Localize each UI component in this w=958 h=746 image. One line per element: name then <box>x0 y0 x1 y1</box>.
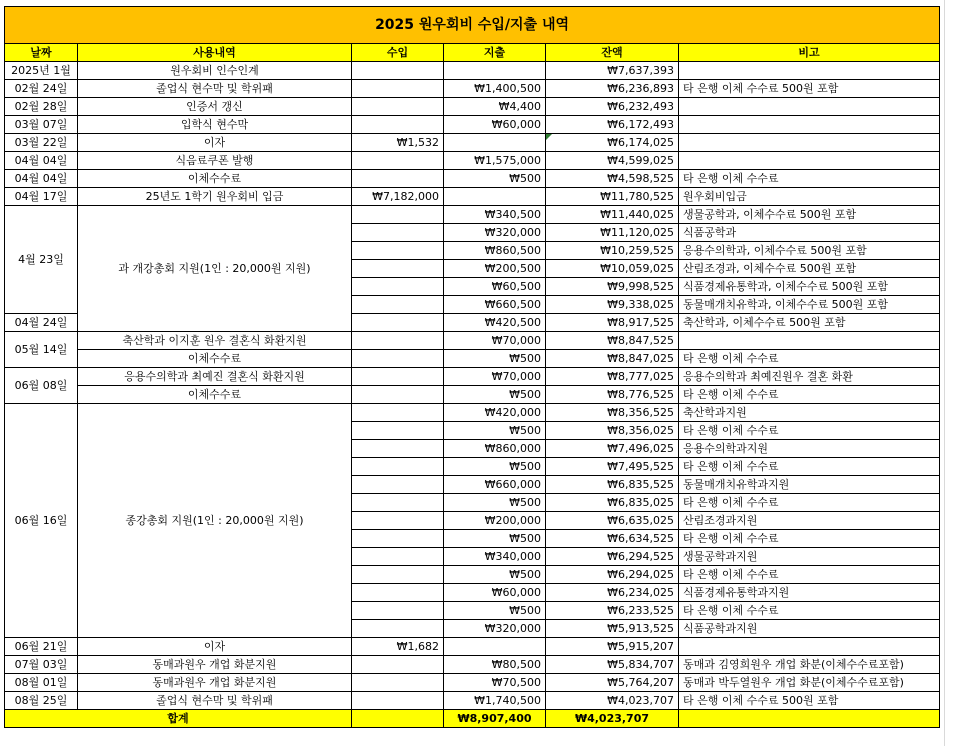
expense-cell[interactable]: ₩500 <box>444 494 546 512</box>
table-row <box>5 656 940 674</box>
table-row <box>5 350 940 368</box>
gridline <box>944 0 945 746</box>
note-cell[interactable]: 타 은행 이체 수수료 <box>679 350 940 368</box>
income-cell[interactable] <box>352 512 444 530</box>
income-cell[interactable] <box>352 152 444 170</box>
note-cell[interactable]: 타 은행 이체 수수료 500원 포함 <box>679 692 940 710</box>
income-cell[interactable] <box>352 206 444 224</box>
note-cell[interactable] <box>679 62 940 80</box>
expense-cell[interactable] <box>444 134 546 152</box>
income-cell[interactable]: ₩1,682 <box>352 638 444 656</box>
date-cell[interactable]: 08월 25일 <box>5 692 78 710</box>
expense-cell[interactable]: ₩60,000 <box>444 116 546 134</box>
balance-cell[interactable]: ₩6,635,025 <box>546 512 679 530</box>
expense-cell[interactable]: ₩1,740,500 <box>444 692 546 710</box>
balance-cell[interactable]: ₩5,834,707 <box>546 656 679 674</box>
income-cell[interactable] <box>352 494 444 512</box>
balance-cell[interactable]: ₩6,236,893 <box>546 80 679 98</box>
income-cell[interactable] <box>352 404 444 422</box>
expense-cell[interactable]: ₩500 <box>444 602 546 620</box>
table-row <box>5 638 940 656</box>
note-cell[interactable]: 식품공학과지원 <box>679 620 940 638</box>
table-row <box>5 206 940 224</box>
income-cell[interactable] <box>352 170 444 188</box>
income-cell[interactable] <box>352 368 444 386</box>
note-cell[interactable]: 응용수의학과, 이체수수료 500원 포함 <box>679 242 940 260</box>
income-cell[interactable] <box>352 566 444 584</box>
balance-cell[interactable]: ₩6,294,025 <box>546 566 679 584</box>
income-cell[interactable]: ₩7,182,000 <box>352 188 444 206</box>
total-note-cell[interactable] <box>679 710 940 728</box>
expense-cell[interactable]: ₩660,500 <box>444 296 546 314</box>
note-cell[interactable]: 타 은행 이체 수수료 <box>679 422 940 440</box>
date-cell[interactable]: 04월 24일 <box>5 314 78 332</box>
income-cell[interactable]: ₩1,532 <box>352 134 444 152</box>
description-cell[interactable]: 25년도 1학기 원우회비 입금 <box>78 188 352 206</box>
description-cell[interactable]: 이자 <box>78 134 352 152</box>
balance-cell[interactable]: ₩4,598,525 <box>546 170 679 188</box>
income-cell[interactable] <box>352 98 444 116</box>
date-cell[interactable]: 04월 17일 <box>5 188 78 206</box>
expense-cell[interactable]: ₩500 <box>444 350 546 368</box>
note-cell[interactable] <box>679 116 940 134</box>
expense-cell[interactable]: ₩80,500 <box>444 656 546 674</box>
description-cell[interactable]: 식음료쿠폰 발행 <box>78 152 352 170</box>
balance-cell[interactable]: ₩7,496,025 <box>546 440 679 458</box>
date-cell[interactable]: 06월 21일 <box>5 638 78 656</box>
balance-cell[interactable]: ₩8,356,525 <box>546 404 679 422</box>
date-cell[interactable]: 4월 23일 <box>5 206 78 314</box>
income-cell[interactable] <box>352 620 444 638</box>
balance-cell[interactable]: ₩5,915,207 <box>546 638 679 656</box>
note-cell[interactable]: 식품경제유통학과지원 <box>679 584 940 602</box>
expense-cell[interactable]: ₩340,000 <box>444 548 546 566</box>
balance-cell[interactable]: ₩6,232,493 <box>546 98 679 116</box>
note-cell[interactable]: 동물매개치유학과지원 <box>679 476 940 494</box>
table-row <box>5 674 940 692</box>
total-balance[interactable]: ₩4,023,707 <box>546 710 679 728</box>
note-cell[interactable]: 생물공학과지원 <box>679 548 940 566</box>
note-cell[interactable]: 타 은행 이체 수수료 <box>679 386 940 404</box>
balance-cell[interactable]: ₩8,777,025 <box>546 368 679 386</box>
note-cell[interactable]: 타 은행 이체 수수료 <box>679 602 940 620</box>
description-cell[interactable]: 과 개강총회 지원(1인 : 20,000원 지원) <box>78 206 352 332</box>
income-cell[interactable] <box>352 116 444 134</box>
date-cell[interactable]: 02월 24일 <box>5 80 78 98</box>
balance-cell[interactable]: ₩6,174,025 <box>546 134 679 152</box>
expense-cell[interactable]: ₩500 <box>444 170 546 188</box>
expense-cell[interactable]: ₩200,500 <box>444 260 546 278</box>
expense-cell[interactable]: ₩60,500 <box>444 278 546 296</box>
income-cell[interactable] <box>352 386 444 404</box>
date-cell[interactable]: 03월 22일 <box>5 134 78 152</box>
balance-cell[interactable]: ₩8,917,525 <box>546 314 679 332</box>
balance-cell[interactable]: ₩5,764,207 <box>546 674 679 692</box>
table-row <box>5 692 940 710</box>
income-cell[interactable] <box>352 674 444 692</box>
note-cell[interactable]: 산림조경과, 이체수수료 500원 포함 <box>679 260 940 278</box>
balance-cell[interactable]: ₩6,172,493 <box>546 116 679 134</box>
table-row <box>5 62 940 80</box>
note-cell[interactable] <box>679 638 940 656</box>
note-cell[interactable] <box>679 332 940 350</box>
note-cell[interactable]: 타 은행 이체 수수료 500원 포함 <box>679 80 940 98</box>
income-cell[interactable] <box>352 530 444 548</box>
note-cell[interactable]: 식품공학과 <box>679 224 940 242</box>
description-cell[interactable]: 이체수수료 <box>78 350 352 368</box>
income-cell[interactable] <box>352 260 444 278</box>
note-cell[interactable]: 원우회비입금 <box>679 188 940 206</box>
expense-cell[interactable]: ₩860,000 <box>444 440 546 458</box>
expense-cell[interactable]: ₩420,500 <box>444 314 546 332</box>
total-row <box>5 710 940 728</box>
income-cell[interactable] <box>352 314 444 332</box>
expense-cell[interactable]: ₩1,400,500 <box>444 80 546 98</box>
date-cell[interactable]: 05월 14일 <box>5 332 78 368</box>
table-row <box>5 188 940 206</box>
balance-cell[interactable]: ₩6,634,525 <box>546 530 679 548</box>
expense-cell[interactable] <box>444 62 546 80</box>
balance-cell[interactable]: ₩4,023,707 <box>546 692 679 710</box>
expense-cell[interactable]: ₩70,000 <box>444 332 546 350</box>
income-cell[interactable] <box>352 296 444 314</box>
note-cell[interactable]: 응용수의학과 최예진원우 결혼 화환 <box>679 368 940 386</box>
date-cell[interactable]: 06월 16일 <box>5 404 78 638</box>
header-income[interactable]: 수입 <box>352 44 444 62</box>
header-date[interactable]: 날짜 <box>5 44 78 62</box>
header-note[interactable]: 비고 <box>679 44 940 62</box>
date-cell[interactable]: 04월 04일 <box>5 152 78 170</box>
note-cell[interactable]: 동매과 박두열원우 개업 화분(이체수수료포함) <box>679 674 940 692</box>
note-cell[interactable]: 축산학과, 이체수수료 500원 포함 <box>679 314 940 332</box>
balance-cell[interactable]: ₩6,835,025 <box>546 494 679 512</box>
income-cell[interactable] <box>352 350 444 368</box>
balance-cell[interactable]: ₩11,440,025 <box>546 206 679 224</box>
date-cell[interactable]: 02월 28일 <box>5 98 78 116</box>
balance-cell[interactable]: ₩9,338,025 <box>546 296 679 314</box>
expense-cell[interactable]: ₩500 <box>444 458 546 476</box>
table-row <box>5 134 940 152</box>
income-cell[interactable] <box>352 242 444 260</box>
balance-cell[interactable]: ₩6,234,025 <box>546 584 679 602</box>
income-cell[interactable] <box>352 548 444 566</box>
note-cell[interactable]: 식품경제유통학과, 이체수수료 500원 포함 <box>679 278 940 296</box>
ledger-table <box>4 6 940 728</box>
expense-cell[interactable]: ₩340,500 <box>444 206 546 224</box>
ledger-body <box>5 62 940 710</box>
table-row <box>5 170 940 188</box>
total-income-cell[interactable] <box>352 710 444 728</box>
description-cell[interactable]: 원우회비 인수인계 <box>78 62 352 80</box>
date-cell[interactable]: 04월 04일 <box>5 170 78 188</box>
balance-cell[interactable]: ₩8,776,525 <box>546 386 679 404</box>
income-cell[interactable] <box>352 332 444 350</box>
note-cell[interactable]: 타 은행 이체 수수료 <box>679 458 940 476</box>
balance-cell[interactable]: ₩9,998,525 <box>546 278 679 296</box>
balance-cell[interactable]: ₩6,835,525 <box>546 476 679 494</box>
income-cell[interactable] <box>352 584 444 602</box>
sheet-title[interactable]: 2025 원우회비 수입/지출 내역 <box>5 7 940 44</box>
note-cell[interactable]: 축산학과지원 <box>679 404 940 422</box>
balance-cell[interactable]: ₩7,637,393 <box>546 62 679 80</box>
table-row <box>5 152 940 170</box>
description-cell[interactable]: 종강총회 지원(1인 : 20,000원 지원) <box>78 404 352 638</box>
header-expense[interactable]: 지출 <box>444 44 546 62</box>
note-cell[interactable] <box>679 98 940 116</box>
note-cell[interactable]: 동매과 김영희원우 개업 화분(이체수수료포함) <box>679 656 940 674</box>
balance-cell[interactable]: ₩8,847,025 <box>546 350 679 368</box>
balance-cell[interactable]: ₩8,847,525 <box>546 332 679 350</box>
description-cell[interactable]: 동매과원우 개업 화분지원 <box>78 656 352 674</box>
balance-cell[interactable]: ₩6,233,525 <box>546 602 679 620</box>
expense-cell[interactable]: ₩500 <box>444 530 546 548</box>
expense-cell[interactable]: ₩660,000 <box>444 476 546 494</box>
income-cell[interactable] <box>352 62 444 80</box>
expense-cell[interactable]: ₩70,500 <box>444 674 546 692</box>
date-cell[interactable]: 07월 03일 <box>5 656 78 674</box>
balance-cell[interactable]: ₩5,913,525 <box>546 620 679 638</box>
income-cell[interactable] <box>352 458 444 476</box>
note-cell[interactable]: 타 은행 이체 수수료 <box>679 170 940 188</box>
header-balance[interactable]: 잔액 <box>546 44 679 62</box>
header-description[interactable]: 사용내역 <box>78 44 352 62</box>
balance-cell[interactable]: ₩4,599,025 <box>546 152 679 170</box>
table-row <box>5 386 940 404</box>
expense-cell[interactable]: ₩1,575,000 <box>444 152 546 170</box>
description-cell[interactable]: 입학식 현수막 <box>78 116 352 134</box>
description-cell[interactable]: 축산학과 이지훈 원우 결혼식 화환지원 <box>78 332 352 350</box>
balance-cell[interactable]: ₩11,780,525 <box>546 188 679 206</box>
income-cell[interactable] <box>352 440 444 458</box>
date-cell[interactable]: 03월 07일 <box>5 116 78 134</box>
description-cell[interactable]: 인증서 갱신 <box>78 98 352 116</box>
header-row <box>5 44 940 62</box>
table-row <box>5 116 940 134</box>
description-cell[interactable]: 이자 <box>78 638 352 656</box>
note-cell[interactable] <box>679 152 940 170</box>
expense-cell[interactable]: ₩500 <box>444 422 546 440</box>
balance-cell[interactable]: ₩6,294,525 <box>546 548 679 566</box>
note-cell[interactable]: 타 은행 이체 수수료 <box>679 494 940 512</box>
income-cell[interactable] <box>352 476 444 494</box>
description-cell[interactable]: 졸업식 현수막 및 학위패 <box>78 692 352 710</box>
income-cell[interactable] <box>352 278 444 296</box>
note-cell[interactable]: 타 은행 이체 수수료 <box>679 566 940 584</box>
expense-cell[interactable]: ₩70,000 <box>444 368 546 386</box>
note-cell[interactable]: 생물공학과, 이체수수료 500원 포함 <box>679 206 940 224</box>
table-row <box>5 404 940 422</box>
income-cell[interactable] <box>352 422 444 440</box>
income-cell[interactable] <box>352 80 444 98</box>
date-cell[interactable]: 08월 01일 <box>5 674 78 692</box>
note-cell[interactable] <box>679 134 940 152</box>
income-cell[interactable] <box>352 224 444 242</box>
expense-cell[interactable]: ₩320,000 <box>444 224 546 242</box>
description-cell[interactable]: 이체수수료 <box>78 386 352 404</box>
expense-cell[interactable] <box>444 188 546 206</box>
description-cell[interactable]: 졸업식 현수막 및 학위패 <box>78 80 352 98</box>
expense-cell[interactable]: ₩60,000 <box>444 584 546 602</box>
date-cell[interactable]: 06월 08일 <box>5 368 78 404</box>
expense-cell[interactable]: ₩500 <box>444 566 546 584</box>
income-cell[interactable] <box>352 692 444 710</box>
expense-cell[interactable]: ₩320,000 <box>444 620 546 638</box>
date-cell[interactable]: 2025년 1월 <box>5 62 78 80</box>
income-cell[interactable] <box>352 656 444 674</box>
table-row <box>5 332 940 350</box>
expense-cell[interactable]: ₩500 <box>444 386 546 404</box>
total-expense[interactable]: ₩8,907,400 <box>444 710 546 728</box>
note-cell[interactable]: 타 은행 이체 수수료 <box>679 530 940 548</box>
expense-cell[interactable]: ₩200,000 <box>444 512 546 530</box>
balance-cell[interactable]: ₩8,356,025 <box>546 422 679 440</box>
balance-cell[interactable]: ₩11,120,025 <box>546 224 679 242</box>
note-cell[interactable]: 산림조경과지원 <box>679 512 940 530</box>
total-label[interactable]: 합계 <box>5 710 352 728</box>
balance-cell[interactable]: ₩7,495,525 <box>546 458 679 476</box>
expense-cell[interactable]: ₩4,400 <box>444 98 546 116</box>
table-row <box>5 80 940 98</box>
note-cell[interactable]: 동물매개치유학과, 이체수수료 500원 포함 <box>679 296 940 314</box>
income-cell[interactable] <box>352 602 444 620</box>
expense-cell[interactable]: ₩420,000 <box>444 404 546 422</box>
expense-cell[interactable]: ₩860,500 <box>444 242 546 260</box>
table-row <box>5 98 940 116</box>
note-cell[interactable]: 응용수의학과지원 <box>679 440 940 458</box>
expense-cell[interactable] <box>444 638 546 656</box>
balance-cell[interactable]: ₩10,059,025 <box>546 260 679 278</box>
description-cell[interactable]: 이체수수료 <box>78 170 352 188</box>
description-cell[interactable]: 응용수의학과 최예진 결혼식 화환지원 <box>78 368 352 386</box>
balance-cell[interactable]: ₩10,259,525 <box>546 242 679 260</box>
description-cell[interactable]: 동매과원우 개업 화분지원 <box>78 674 352 692</box>
table-row <box>5 368 940 386</box>
